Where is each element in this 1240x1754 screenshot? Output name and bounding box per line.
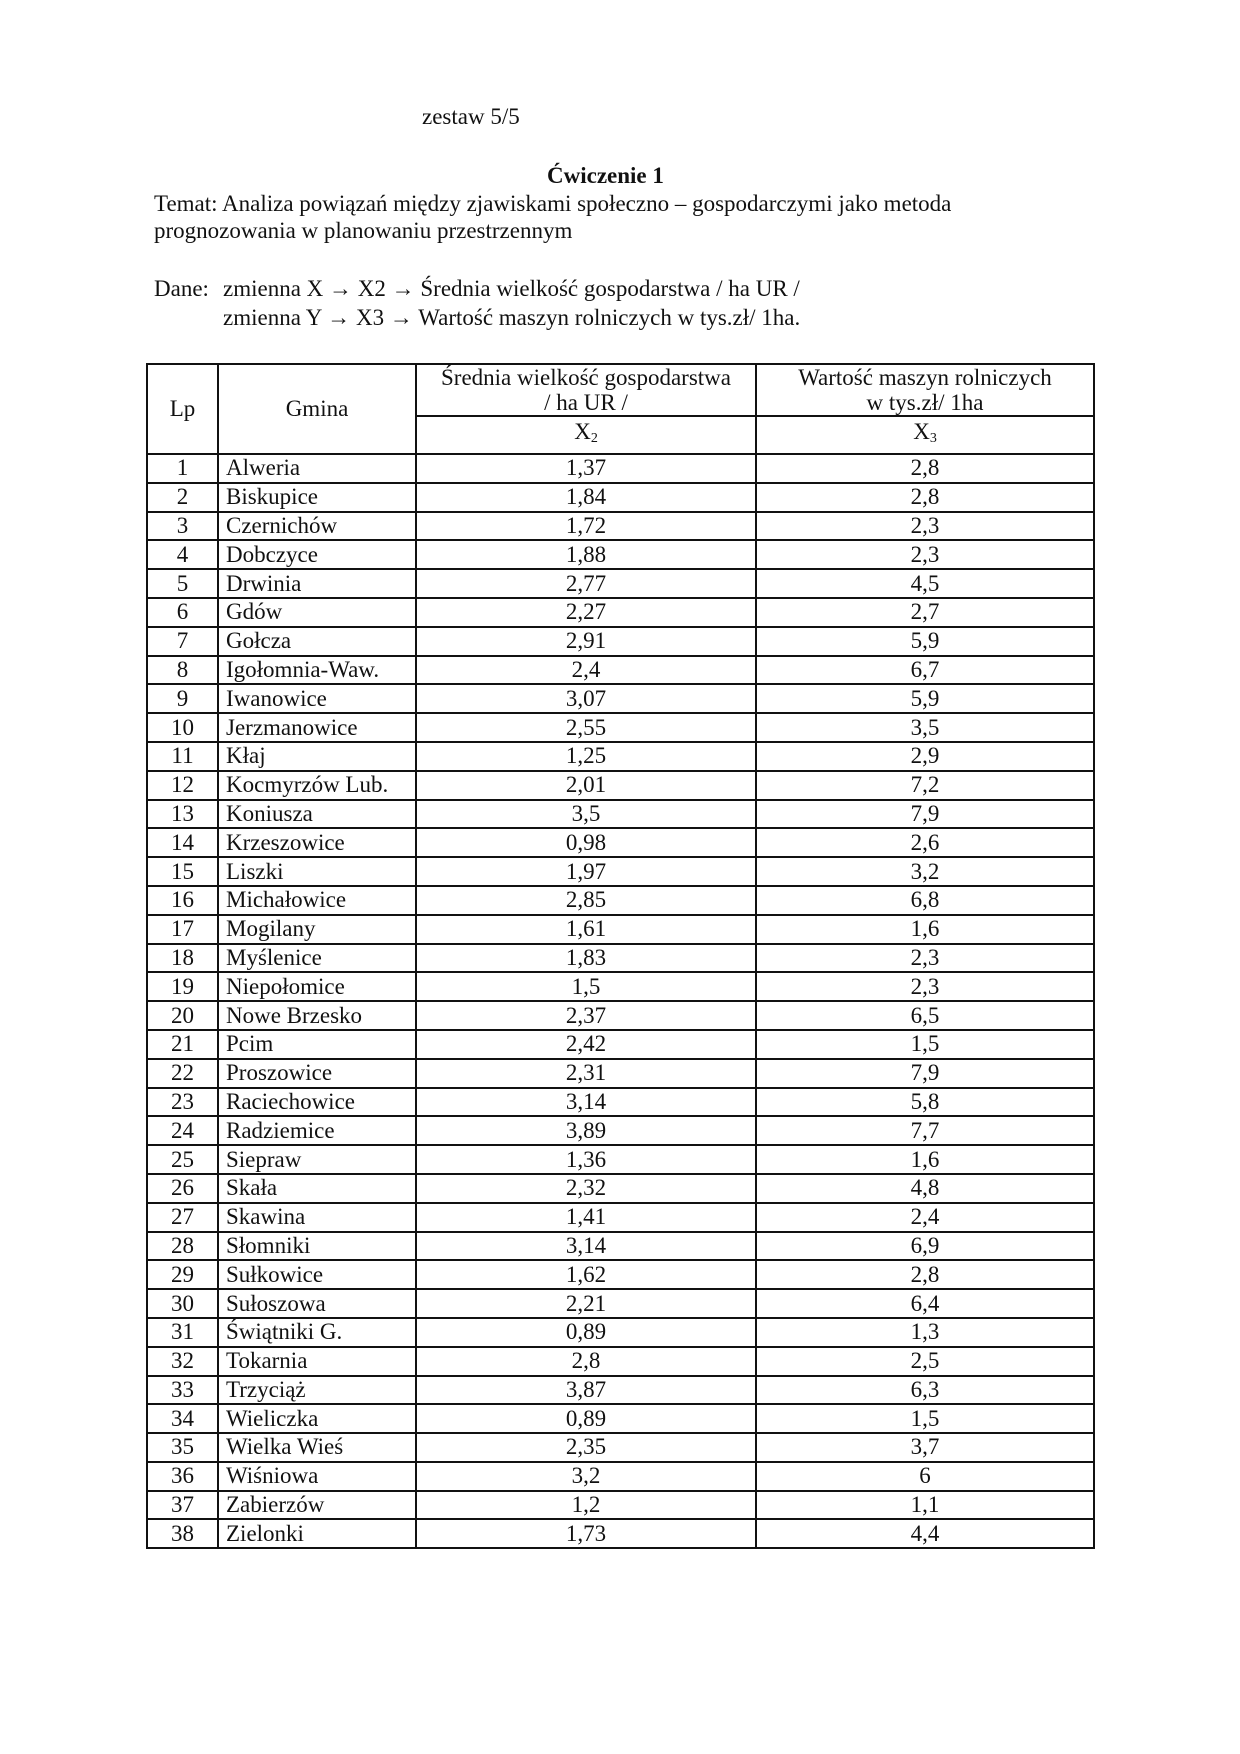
cell-x2: 3,07: [416, 684, 756, 713]
data-table: [146, 363, 1095, 1549]
cell-x3: 1,3: [756, 1318, 1094, 1347]
cell-lp: 6: [147, 598, 218, 627]
cell-lp: 22: [147, 1059, 218, 1088]
cell-gmina: Siepraw: [218, 1145, 416, 1174]
x2-symbol: X: [574, 419, 591, 444]
cell-gmina: Drwinia: [218, 569, 416, 598]
cell-gmina: Pcim: [218, 1030, 416, 1059]
table-row: [147, 1232, 1094, 1261]
cell-lp: 7: [147, 627, 218, 656]
x2-title-line-1: Średnia wielkość gospodarstwa: [441, 365, 731, 390]
cell-lp: 1: [147, 454, 218, 483]
table-row: [147, 1289, 1094, 1318]
cell-x3: 1,5: [756, 1030, 1094, 1059]
column-header-gmina: Gmina: [218, 364, 416, 454]
cell-x2: 2,8: [416, 1347, 756, 1376]
cell-gmina: Słomniki: [218, 1232, 416, 1261]
cell-gmina: Wieliczka: [218, 1404, 416, 1433]
set-label: zestaw 5/5: [422, 104, 520, 129]
cell-x3: 2,6: [756, 828, 1094, 857]
table-row: [147, 1318, 1094, 1347]
cell-gmina: Dobczyce: [218, 540, 416, 569]
table-row: [147, 742, 1094, 771]
variable-y-description: zmienna Y → X3 → Wartość maszyn rolniczych w tys.zł/ 1ha.: [223, 305, 801, 330]
cell-gmina: Raciechowice: [218, 1088, 416, 1117]
cell-gmina: Skała: [218, 1174, 416, 1203]
cell-x2: 1,62: [416, 1260, 756, 1289]
cell-x3: 4,4: [756, 1519, 1094, 1548]
cell-x3: 6,7: [756, 656, 1094, 685]
cell-gmina: Koniusza: [218, 800, 416, 829]
cell-gmina: Krzeszowice: [218, 828, 416, 857]
cell-gmina: Skawina: [218, 1203, 416, 1232]
cell-x3: 5,9: [756, 627, 1094, 656]
cell-x2: 2,27: [416, 598, 756, 627]
cell-gmina: Zielonki: [218, 1519, 416, 1548]
cell-x3: 6,9: [756, 1232, 1094, 1261]
table-row: [147, 540, 1094, 569]
cell-x3: 2,3: [756, 944, 1094, 973]
cell-lp: 35: [147, 1433, 218, 1462]
table-row: [147, 569, 1094, 598]
cell-gmina: Biskupice: [218, 483, 416, 512]
cell-gmina: Wiśniowa: [218, 1462, 416, 1491]
cell-x3: 7,9: [756, 1059, 1094, 1088]
cell-x2: 2,01: [416, 771, 756, 800]
cell-x3: 2,8: [756, 483, 1094, 512]
exercise-title: Ćwiczenie 1: [547, 163, 664, 188]
cell-x2: 3,14: [416, 1088, 756, 1117]
cell-gmina: Wielka Wieś: [218, 1433, 416, 1462]
table-row: [147, 857, 1094, 886]
cell-gmina: Iwanowice: [218, 684, 416, 713]
cell-x2: 1,25: [416, 742, 756, 771]
cell-lp: 27: [147, 1203, 218, 1232]
cell-lp: 33: [147, 1376, 218, 1405]
cell-x2: 2,77: [416, 569, 756, 598]
cell-lp: 15: [147, 857, 218, 886]
cell-gmina: Czernichów: [218, 512, 416, 541]
cell-x3: 3,7: [756, 1433, 1094, 1462]
table-row: [147, 886, 1094, 915]
variable-x-description: zmienna X → X2 → Średnia wielkość gospodarstwa / ha UR /: [223, 276, 800, 301]
cell-lp: 26: [147, 1174, 218, 1203]
column-header-x3-title: [756, 364, 1094, 416]
cell-x3: 6,4: [756, 1289, 1094, 1318]
cell-x2: 2,55: [416, 713, 756, 742]
cell-gmina: Mogilany: [218, 915, 416, 944]
table-row: [147, 1376, 1094, 1405]
cell-x3: 7,7: [756, 1116, 1094, 1145]
cell-x3: 1,6: [756, 915, 1094, 944]
cell-x2: 2,91: [416, 627, 756, 656]
cell-lp: 9: [147, 684, 218, 713]
cell-gmina: Świątniki G.: [218, 1318, 416, 1347]
cell-lp: 24: [147, 1116, 218, 1145]
cell-lp: 14: [147, 828, 218, 857]
table-row: [147, 684, 1094, 713]
table-row: [147, 771, 1094, 800]
cell-lp: 8: [147, 656, 218, 685]
cell-lp: 29: [147, 1260, 218, 1289]
cell-lp: 4: [147, 540, 218, 569]
cell-gmina: Myślenice: [218, 944, 416, 973]
cell-gmina: Alweria: [218, 454, 416, 483]
table-row: [147, 454, 1094, 483]
table-row: [147, 1116, 1094, 1145]
cell-gmina: Michałowice: [218, 886, 416, 915]
cell-x2: 1,73: [416, 1519, 756, 1548]
cell-lp: 20: [147, 1001, 218, 1030]
cell-lp: 23: [147, 1088, 218, 1117]
table-header-row: [147, 364, 1094, 416]
table-row: [147, 1145, 1094, 1174]
column-header-lp: Lp: [147, 364, 218, 454]
cell-lp: 2: [147, 483, 218, 512]
cell-gmina: Niepołomice: [218, 972, 416, 1001]
cell-gmina: Sułoszowa: [218, 1289, 416, 1318]
cell-gmina: Tokarnia: [218, 1347, 416, 1376]
cell-x2: 3,5: [416, 800, 756, 829]
table-row: [147, 1030, 1094, 1059]
cell-x3: 2,4: [756, 1203, 1094, 1232]
table-row: [147, 1433, 1094, 1462]
cell-x3: 3,2: [756, 857, 1094, 886]
x3-symbol: X: [913, 419, 930, 444]
cell-gmina: Radziemice: [218, 1116, 416, 1145]
cell-lp: 13: [147, 800, 218, 829]
cell-x2: 2,42: [416, 1030, 756, 1059]
cell-x3: 2,3: [756, 972, 1094, 1001]
cell-x2: 0,89: [416, 1404, 756, 1433]
cell-lp: 28: [147, 1232, 218, 1261]
cell-x3: 1,5: [756, 1404, 1094, 1433]
cell-x2: 2,31: [416, 1059, 756, 1088]
cell-x3: 6,5: [756, 1001, 1094, 1030]
cell-x3: 2,8: [756, 454, 1094, 483]
cell-x2: 2,4: [416, 656, 756, 685]
table-row: [147, 800, 1094, 829]
cell-x2: 2,37: [416, 1001, 756, 1030]
cell-gmina: Liszki: [218, 857, 416, 886]
cell-x2: 3,87: [416, 1376, 756, 1405]
table-row: [147, 828, 1094, 857]
cell-lp: 38: [147, 1519, 218, 1548]
cell-lp: 32: [147, 1347, 218, 1376]
table-row: [147, 1347, 1094, 1376]
table-row: [147, 915, 1094, 944]
cell-gmina: Sułkowice: [218, 1260, 416, 1289]
data-variables-x: [154, 275, 800, 302]
table-row: [147, 1174, 1094, 1203]
cell-x2: 2,32: [416, 1174, 756, 1203]
table-row: [147, 1519, 1094, 1548]
x3-title-line-2: w tys.zł/ 1ha: [866, 390, 984, 415]
cell-x3: 2,9: [756, 742, 1094, 771]
cell-x2: 1,97: [416, 857, 756, 886]
table-row: [147, 627, 1094, 656]
cell-gmina: Nowe Brzesko: [218, 1001, 416, 1030]
cell-x3: 7,9: [756, 800, 1094, 829]
table-row: [147, 656, 1094, 685]
cell-lp: 19: [147, 972, 218, 1001]
table-row: [147, 1203, 1094, 1232]
cell-x2: 1,84: [416, 483, 756, 512]
cell-x3: 4,8: [756, 1174, 1094, 1203]
cell-x2: 0,89: [416, 1318, 756, 1347]
x3-title-line-1: Wartość maszyn rolniczych: [798, 365, 1052, 390]
table-row: [147, 972, 1094, 1001]
cell-x3: 2,5: [756, 1347, 1094, 1376]
data-label: Dane:: [154, 276, 209, 301]
cell-x2: 1,5: [416, 972, 756, 1001]
cell-gmina: Jerzmanowice: [218, 713, 416, 742]
cell-gmina: Igołomnia-Waw.: [218, 656, 416, 685]
cell-x3: 4,5: [756, 569, 1094, 598]
table-row: [147, 1059, 1094, 1088]
cell-gmina: Zabierzów: [218, 1491, 416, 1520]
table-row: [147, 1404, 1094, 1433]
cell-x2: 2,35: [416, 1433, 756, 1462]
cell-x3: 2,8: [756, 1260, 1094, 1289]
cell-lp: 10: [147, 713, 218, 742]
table-row: [147, 598, 1094, 627]
x2-subscript: 2: [590, 431, 598, 446]
cell-x3: 5,8: [756, 1088, 1094, 1117]
cell-lp: 37: [147, 1491, 218, 1520]
cell-x3: 2,3: [756, 540, 1094, 569]
cell-x3: 6,8: [756, 886, 1094, 915]
cell-lp: 31: [147, 1318, 218, 1347]
table-row: [147, 713, 1094, 742]
cell-x2: 3,89: [416, 1116, 756, 1145]
cell-x3: 6,3: [756, 1376, 1094, 1405]
cell-lp: 36: [147, 1462, 218, 1491]
cell-lp: 21: [147, 1030, 218, 1059]
cell-x2: 0,98: [416, 828, 756, 857]
table-body: [147, 454, 1094, 1548]
x3-subscript: 3: [929, 431, 937, 446]
topic-line-1: Temat: Analiza powiązań między zjawiskami społeczno – gospodarczymi jako metoda: [154, 191, 952, 216]
table-row: [147, 944, 1094, 973]
cell-x3: 3,5: [756, 713, 1094, 742]
cell-lp: 30: [147, 1289, 218, 1318]
cell-x2: 3,2: [416, 1462, 756, 1491]
cell-x2: 1,61: [416, 915, 756, 944]
cell-x2: 1,72: [416, 512, 756, 541]
cell-gmina: Kocmyrzów Lub.: [218, 771, 416, 800]
cell-gmina: Kłaj: [218, 742, 416, 771]
cell-x2: 3,14: [416, 1232, 756, 1261]
cell-x2: 2,21: [416, 1289, 756, 1318]
cell-lp: 5: [147, 569, 218, 598]
cell-x2: 1,2: [416, 1491, 756, 1520]
cell-gmina: Gołcza: [218, 627, 416, 656]
cell-x3: 2,7: [756, 598, 1094, 627]
cell-gmina: Gdów: [218, 598, 416, 627]
cell-x2: 2,85: [416, 886, 756, 915]
cell-x2: 1,83: [416, 944, 756, 973]
cell-x2: 1,37: [416, 454, 756, 483]
column-symbol-x2: [416, 416, 756, 454]
table-row: [147, 1462, 1094, 1491]
cell-x2: 1,41: [416, 1203, 756, 1232]
cell-x2: 1,88: [416, 540, 756, 569]
table-row: [147, 1260, 1094, 1289]
table-row: [147, 1491, 1094, 1520]
column-symbol-x3: [756, 416, 1094, 454]
cell-lp: 16: [147, 886, 218, 915]
table-row: [147, 483, 1094, 512]
cell-gmina: Proszowice: [218, 1059, 416, 1088]
cell-x3: 7,2: [756, 771, 1094, 800]
cell-lp: 25: [147, 1145, 218, 1174]
cell-x2: 1,36: [416, 1145, 756, 1174]
cell-x3: 5,9: [756, 684, 1094, 713]
x2-title-line-2: / ha UR /: [544, 390, 628, 415]
table-row: [147, 1088, 1094, 1117]
cell-lp: 3: [147, 512, 218, 541]
table-row: [147, 1001, 1094, 1030]
cell-x3: 2,3: [756, 512, 1094, 541]
column-header-x2-title: [416, 364, 756, 416]
cell-lp: 18: [147, 944, 218, 973]
cell-gmina: Trzyciąż: [218, 1376, 416, 1405]
cell-x3: 1,6: [756, 1145, 1094, 1174]
cell-lp: 11: [147, 742, 218, 771]
cell-x3: 6: [756, 1462, 1094, 1491]
table-row: [147, 512, 1094, 541]
cell-lp: 12: [147, 771, 218, 800]
cell-x3: 1,1: [756, 1491, 1094, 1520]
topic-line-2: prognozowania w planowaniu przestrzennym: [154, 218, 573, 243]
cell-lp: 17: [147, 915, 218, 944]
cell-lp: 34: [147, 1404, 218, 1433]
